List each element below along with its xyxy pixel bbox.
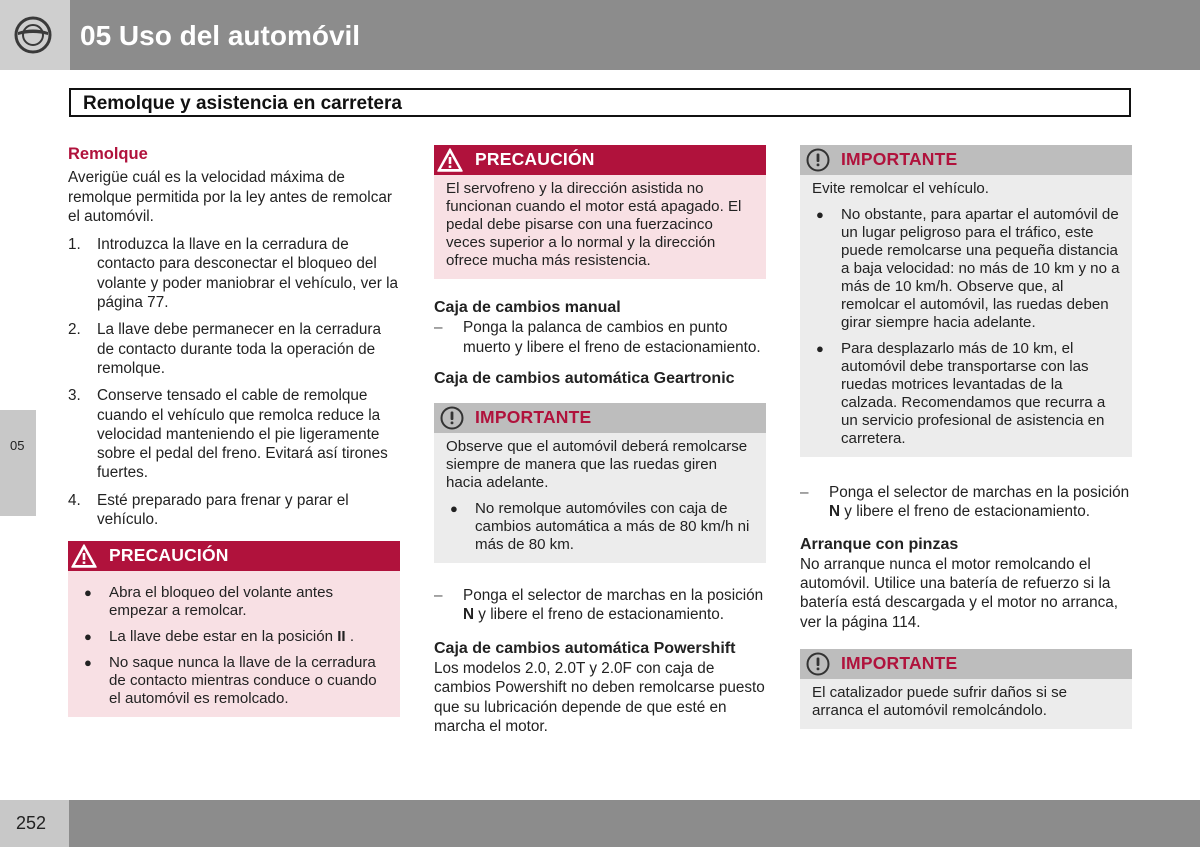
bullet-dot: ●	[84, 629, 92, 645]
step-text: La llave debe permanecer en la cerradura de contacto durante toda la operación de remolque.	[97, 321, 382, 377]
bullet-text: Para desplazarlo más de 10 km, el automóvil debe transportarse con las ruedas motrices levantadas de la calzada. Recomendamos que recurra a un servicio profesional de asistencia en carretera.	[841, 340, 1106, 447]
bullet-item	[812, 206, 1120, 332]
important-label: IMPORTANTE	[841, 653, 958, 674]
dash-mark: –	[800, 484, 809, 501]
important-box	[434, 403, 766, 563]
caution-box	[434, 145, 766, 279]
dash-text-end: y libere el freno de estacionamiento.	[840, 503, 1091, 521]
bullet-dot: ●	[816, 207, 824, 222]
caution-label: PRECAUCIÓN	[109, 545, 229, 566]
powershift-text: Los modelos 2.0, 2.0T y 2.0F con caja de cambios Powershift no deben remolcarse puesto que su lubricación depende de que esté en marcha el motor.	[434, 660, 765, 735]
column-2	[434, 145, 766, 736]
exclamation-circle-icon	[436, 405, 464, 431]
bullet-text-end: .	[345, 628, 355, 646]
dash-mark: –	[434, 319, 443, 337]
column-1	[68, 145, 400, 717]
chapter-side-tab	[0, 410, 36, 516]
key-position: II	[337, 628, 346, 646]
column-3	[800, 145, 1132, 729]
bullet-item	[812, 340, 1120, 448]
bullet-dot: ●	[84, 585, 92, 601]
gear-position: N	[829, 503, 841, 521]
exclamation-circle-icon	[802, 651, 830, 677]
dash-text: Ponga la palanca de cambios en punto muerto y libere el freno de estacionamiento.	[463, 319, 761, 356]
important-label: IMPORTANTE	[841, 149, 958, 169]
step-number: 3.	[68, 387, 81, 405]
important-label: IMPORTANTE	[475, 407, 592, 428]
header-icon-area	[0, 0, 70, 70]
important-body	[800, 175, 1132, 457]
step-text: Introduzca la llave en la cerradura de contacto para desconectar el bloqueo del volante y poder maniobrar el vehículo, ver la página 77.	[97, 236, 399, 312]
important-body	[434, 433, 766, 563]
dash-text-end: y libere el freno de estacionamiento.	[474, 606, 725, 624]
important-body	[800, 679, 1132, 729]
important-text: El catalizador puede sufrir daños si se arranca el automóvil remolcándolo.	[812, 684, 1068, 720]
side-tab-label: 05	[10, 438, 25, 453]
important-box	[800, 649, 1132, 729]
bullet-item	[446, 500, 754, 554]
section-title: Remolque y asistencia en carretera	[83, 93, 402, 114]
dash-item	[800, 483, 1132, 522]
section-title-box	[69, 88, 1131, 117]
gear-position: N	[463, 606, 475, 624]
exclamation-circle-icon	[802, 147, 830, 173]
remolque-heading: Remolque	[68, 145, 148, 163]
step-number: 2.	[68, 321, 81, 339]
bullet-dot: ●	[816, 341, 824, 356]
bullet-text: No saque nunca la llave de la cerradura de contacto mientras conduce o cuando el automóvil es remolcado.	[109, 654, 377, 708]
step-text: Esté preparado para frenar y parar el vehículo.	[97, 491, 349, 529]
caution-body	[68, 571, 400, 717]
bullet-dot: ●	[84, 655, 92, 671]
page-number: 252	[16, 813, 47, 833]
step-item	[68, 235, 400, 312]
footer-bar	[0, 800, 1200, 847]
dash-text: Ponga el selector de marchas en la posición	[463, 587, 764, 605]
caution-header	[68, 541, 400, 571]
dash-item	[434, 586, 766, 625]
geartronic-heading: Caja de cambios automática Geartronic	[434, 369, 735, 387]
powershift-heading: Caja de cambios automática Powershift	[434, 639, 736, 657]
caution-body	[434, 175, 766, 279]
dash-item	[434, 318, 766, 357]
important-header	[434, 403, 766, 433]
bullet-text: Abra el bloqueo del volante antes empezar a remolcar.	[109, 584, 334, 620]
bullet-dot: ●	[450, 501, 458, 517]
bullet-item	[80, 654, 388, 708]
caution-header	[434, 145, 766, 175]
bullet-item	[80, 628, 388, 646]
important-text: Evite remolcar el vehículo.	[812, 180, 990, 197]
manual-gearbox-heading: Caja de cambios manual	[434, 299, 621, 316]
step-text: Conserve tensado el cable de remolque cuando el vehículo que remolca reduce la velocidad manteniendo el pie ligeramente sobre el pedal del freno. Evitará así tirones fuertes.	[97, 387, 388, 482]
step-item	[68, 491, 400, 530]
steering-wheel-icon	[14, 16, 52, 54]
important-header	[800, 649, 1132, 679]
important-box	[800, 145, 1132, 457]
step-item	[68, 320, 400, 378]
dash-text: Ponga el selector de marchas en la posición	[829, 484, 1130, 501]
jump-start-text: No arranque nunca el motor remolcando el automóvil. Utilice una batería de refuerzo si la batería está descargada y el motor no arranca, ver la página 114.	[800, 555, 1119, 631]
jump-start-heading: Arranque con pinzas	[800, 535, 959, 553]
step-number: 1.	[68, 236, 81, 254]
bullet-text: La llave debe estar en la posición	[109, 628, 338, 646]
step-number: 4.	[68, 491, 81, 509]
warning-triangle-icon	[70, 543, 98, 569]
warning-triangle-icon	[436, 147, 464, 173]
important-text: Observe que el automóvil deberá remolcarse siempre de manera que las ruedas giren hacia adelante.	[446, 438, 748, 492]
important-header	[800, 145, 1132, 175]
caution-label: PRECAUCIÓN	[475, 149, 595, 169]
bullet-text: No obstante, para apartar el automóvil de un lugar peligroso para el tráfico, este puede remolcarse una pequeña distancia a baja velocidad: no más de 10 km y no a más de 10 km/h. Observe que, al remolcar el automóvil, las ruedas deben girar siempre hacia adelante.	[841, 206, 1120, 331]
bullet-item	[80, 584, 388, 620]
bullet-text: No remolque automóviles con caja de cambios automática a más de 80 km/h ni más de 80 km.	[475, 500, 750, 554]
remolque-intro: Averigüe cuál es la velocidad máxima de remolque permitida por la ley antes de remolcar el automóvil.	[68, 169, 392, 225]
towing-steps	[68, 235, 400, 529]
caution-box	[68, 541, 400, 717]
chapter-title: 05 Uso del automóvil	[80, 20, 361, 51]
step-item	[68, 386, 400, 482]
caution-text: El servofreno y la dirección asistida no funcionan cuando el motor está apagado. El pedal debe pisarse con una fuerzacinco veces superior a lo normal y la dirección ofrece mucha más resistencia.	[446, 180, 742, 269]
dash-mark: –	[434, 587, 443, 605]
